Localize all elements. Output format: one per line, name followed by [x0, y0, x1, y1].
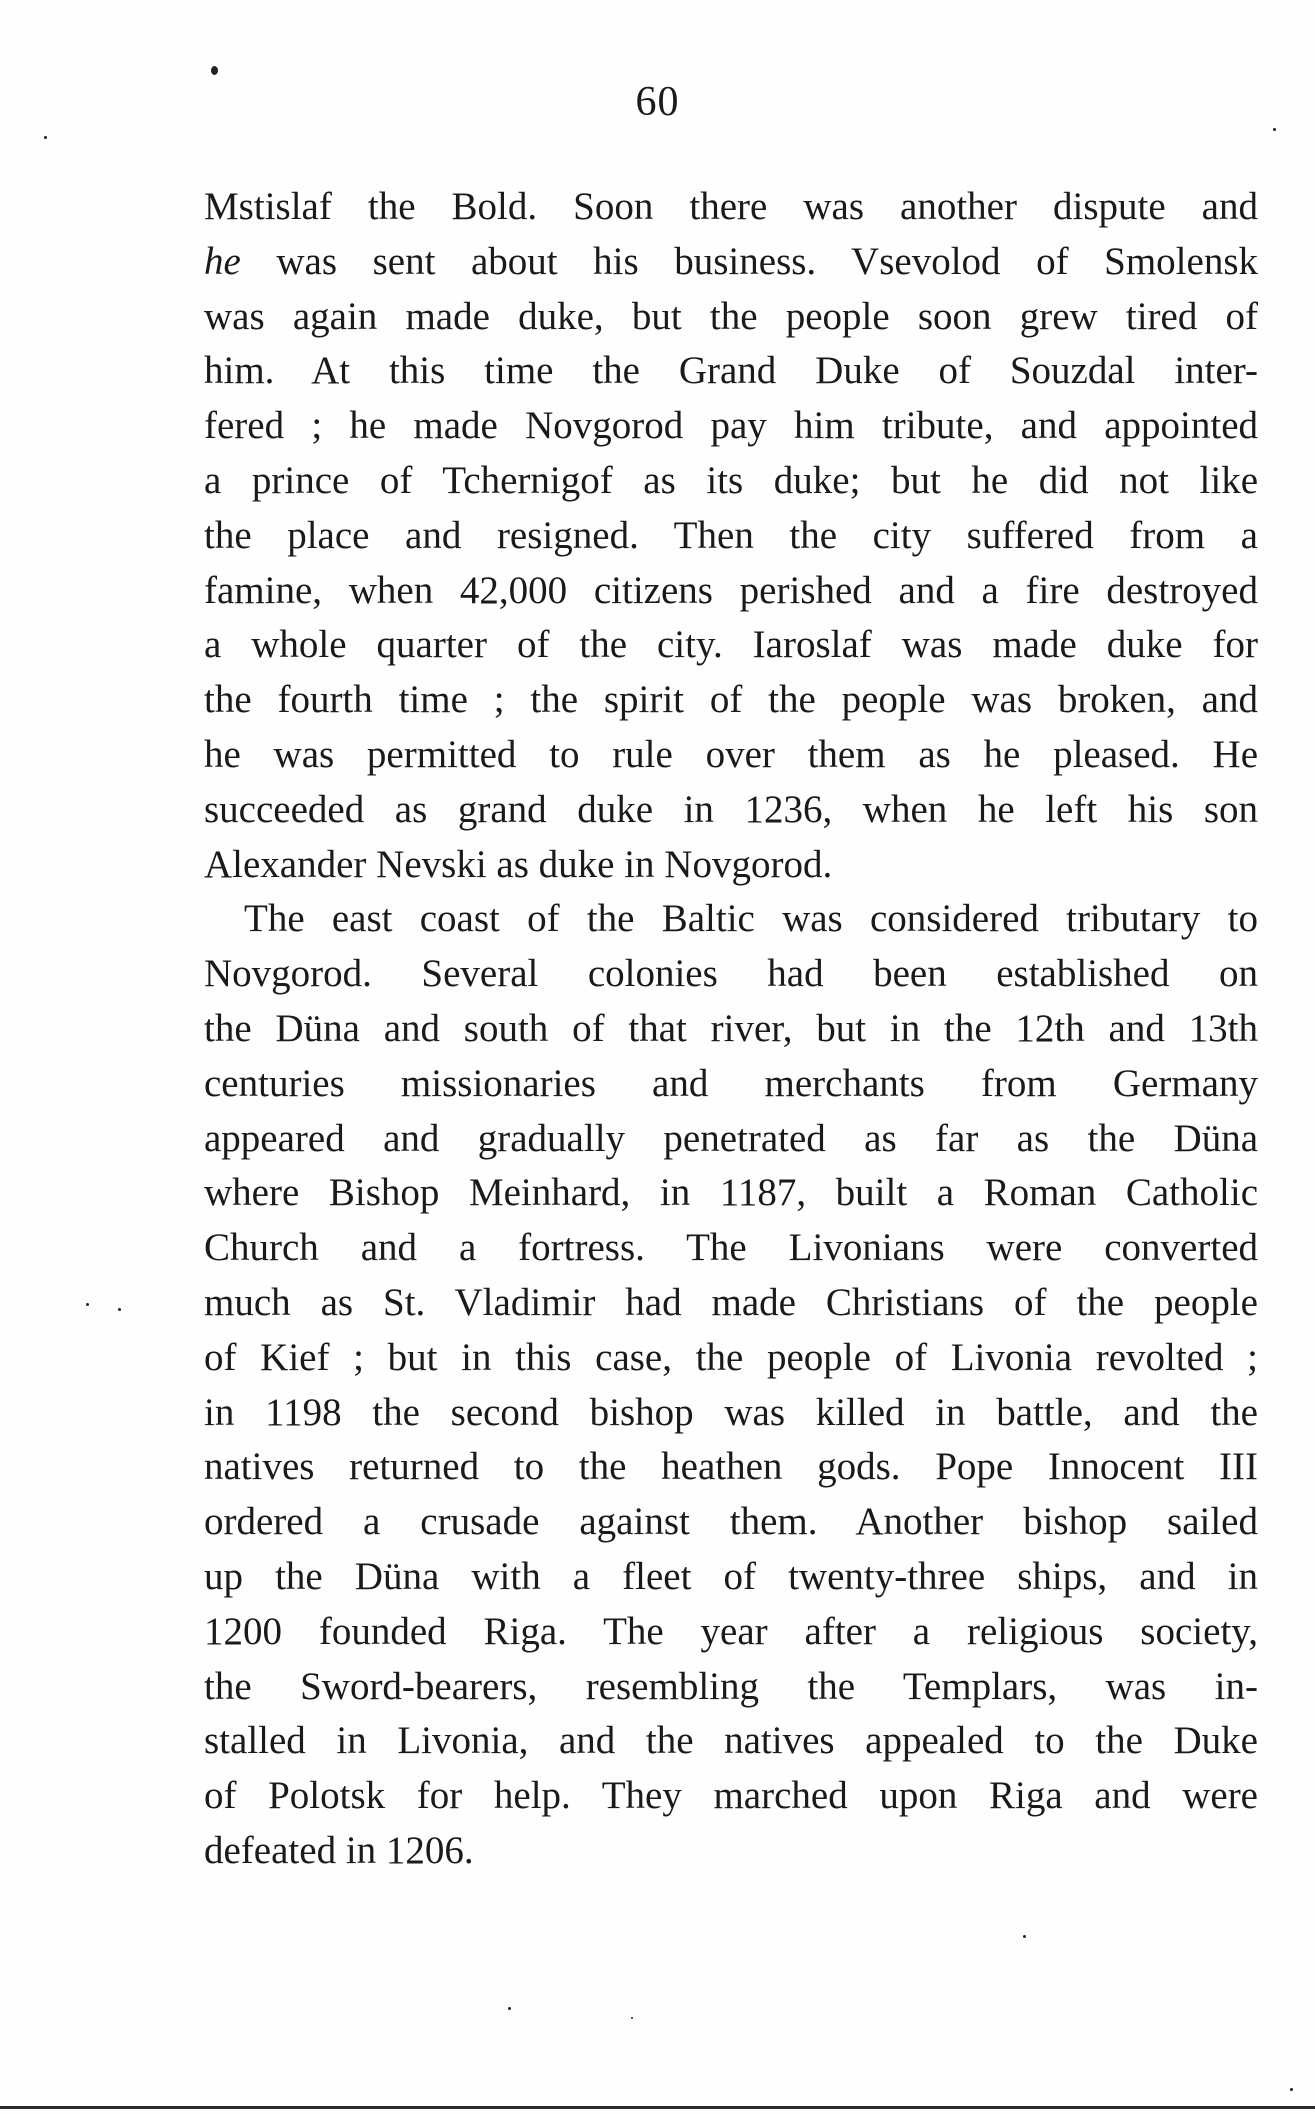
scan-speck — [118, 1308, 121, 1311]
text-line: Novgorod. Several colonies had been established on — [204, 952, 1258, 996]
text-line: Church and a fortress. The Livonians were converted — [204, 1226, 1258, 1270]
text-line: centuries missionaries and merchants from Germany — [204, 1061, 1258, 1105]
scan-speck — [211, 66, 218, 75]
scan-speck — [1290, 2088, 1293, 2091]
body-text — [204, 180, 1258, 1879]
text-line: stalled in Livonia, and the natives appealed to the Duke — [204, 1719, 1258, 1763]
text-line: succeeded as grand duke in 1236, when he left his son — [204, 787, 1258, 831]
text-line: ordered a crusade against them. Another bishop sailed — [204, 1500, 1258, 1544]
text-line: 1200 founded Riga. The year after a religious society, — [204, 1609, 1258, 1653]
scan-speck — [1023, 1935, 1026, 1938]
text-line: natives returned to the heathen gods. Pope Innocent III — [204, 1445, 1258, 1489]
page-number: 60 — [635, 79, 680, 125]
text-line: a prince of Tchernigof as its duke; but he did not like — [204, 458, 1258, 502]
italic-word: he — [204, 239, 241, 283]
text-line: The east coast of the Baltic was considered tributary to — [244, 897, 1258, 941]
scan-speck — [631, 2017, 633, 2019]
scan-speck — [44, 136, 47, 139]
text-line: fered ; he made Novgorod pay him tribute, and appointed — [204, 404, 1258, 448]
text-line: where Bishop Meinhard, in 1187, built a Roman Catholic — [204, 1171, 1258, 1215]
scan-speck — [1273, 128, 1276, 131]
text-line: of Kief ; but in this case, the people of Livonia revolted ; — [204, 1335, 1258, 1379]
text-line: the Sword-bearers, resembling the Templars, was in- — [204, 1664, 1258, 1708]
text-line: the fourth time ; the spirit of the people was broken, and — [204, 678, 1258, 722]
text-line: Alexander Nevski as duke in Novgorod. — [204, 842, 833, 886]
text-line: famine, when 42,000 citizens perished and a fire destroyed — [204, 568, 1258, 612]
text-line: up the Düna with a fleet of twenty-three ships, and in — [204, 1554, 1258, 1598]
text-line: he was permitted to rule over them as he pleased. He — [204, 732, 1258, 776]
text-line: appeared and gradually penetrated as far as the Düna — [204, 1116, 1258, 1160]
text-line — [204, 235, 1258, 290]
text-line: defeated in 1206. — [204, 1828, 474, 1872]
text-fragment: was sent about his business. Vsevolod of Smolensk — [240, 239, 1258, 283]
text-line: the Düna and south of that river, but in the 12th and 13th — [204, 1006, 1258, 1050]
paragraph-2 — [204, 892, 1258, 1878]
text-line: in 1198 the second bishop was killed in battle, and the — [204, 1390, 1258, 1434]
text-line: much as St. Vladimir had made Christians of the people — [204, 1280, 1258, 1324]
text-line: him. At this time the Grand Duke of Souzdal inter- — [204, 349, 1258, 393]
text-line: was again made duke, but the people soon grew tired of — [204, 294, 1258, 338]
bottom-edge-line — [0, 2106, 1315, 2109]
text-line: a whole quarter of the city. Iaroslaf was made duke for — [204, 623, 1258, 667]
text-line: Mstislaf the Bold. Soon there was another dispute and — [204, 185, 1258, 228]
scan-speck — [86, 1303, 89, 1306]
text-line: of Polotsk for help. They marched upon Riga and were — [204, 1774, 1258, 1818]
paragraph-1 — [204, 180, 1258, 892]
scan-speck — [508, 2007, 511, 2010]
text-line: the place and resigned. Then the city suffered from a — [204, 513, 1258, 557]
